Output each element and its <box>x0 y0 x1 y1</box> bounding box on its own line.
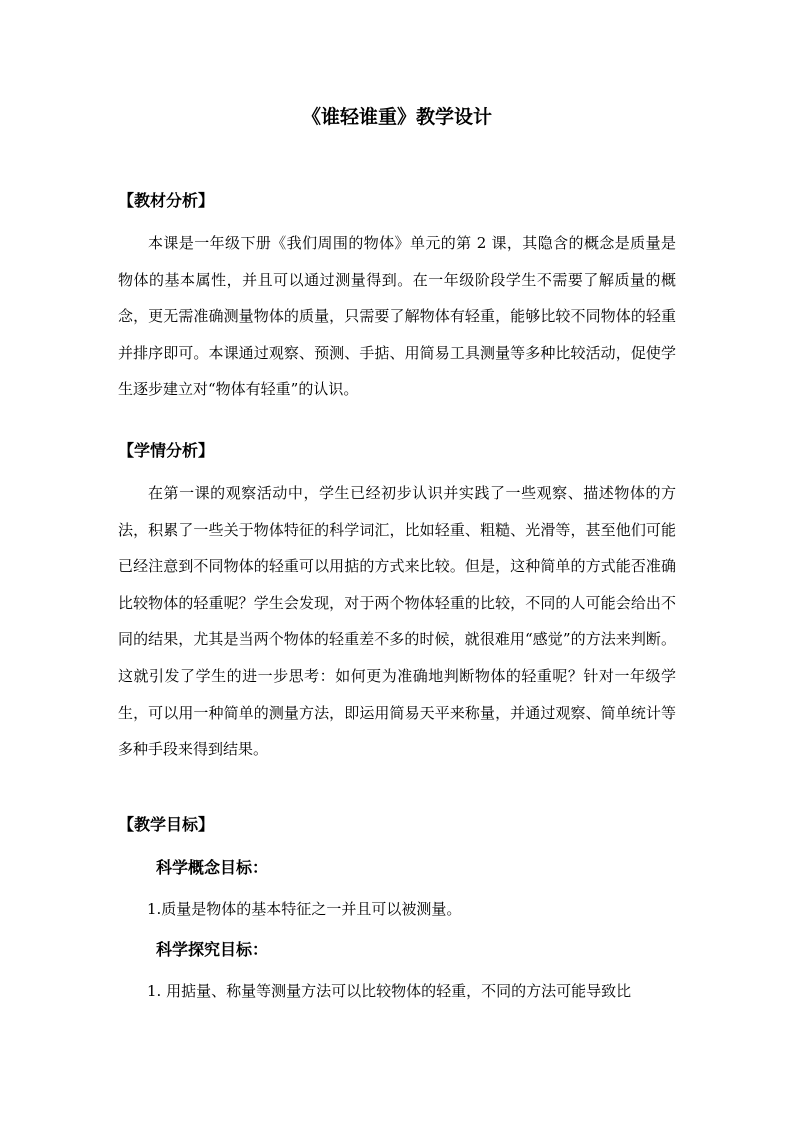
section-heading-teaching-goals: 【教学目标】 <box>118 815 215 834</box>
subheading-science-concept-goals: 科学概念目标： <box>156 858 269 877</box>
document-title: 《谁轻谁重》教学设计 <box>301 106 492 128</box>
subheading-science-inquiry-goals: 科学探究目标： <box>156 940 269 959</box>
science-inquiry-goal-item: 1. 用掂量、称量等测量方法可以比较物体的轻重，不同的方法可能导致比 <box>147 982 632 1000</box>
textbook-analysis-paragraph: 本课是一年级下册《我们周围的物体》单元的第 2 课，其隐含的概念是质量是物体的基本属性，并且可以通过测量得到。在一年级阶段学生不需要了解质量的概念，更无需准确测量物体的质量，只需要了解物体有轻重，能够比较不同物体的轻重并排序即可。本课通过观察、预测、手掂、用简易工具测量等多种比较活动，促使学生逐步建立对“物体有轻重”的认识。 <box>118 234 676 399</box>
student-analysis-paragraph: 在第一课的观察活动中，学生已经初步认识并实践了一些观察、描述物体的方法，积累了一些关于物体特征的科学词汇，比如轻重、粗糙、光滑等，甚至他们可能已经注意到不同物体的轻重可以用掂的方式来比较。但是，这种简单的方式能否准确比较物体的轻重呢？学生会发现，对于两个物体轻重的比较，不同的人可能会给出不同的结果，尤其是当两个物体的轻重差不多的时候，就很难用“感觉”的方法来判断。这就引发了学生的进一步思考：如何更为准确地判断物体的轻重呢？针对一年级学生，可以用一种简单的测量方法，即运用简易天平来称量，并通过观察、简单统计等多种手段来得到结果。 <box>118 484 676 759</box>
section-heading-textbook-analysis: 【教材分析】 <box>118 191 215 210</box>
section-heading-student-analysis: 【学情分析】 <box>118 441 215 460</box>
science-concept-goal-item: 1.质量是物体的基本特征之一并且可以被测量。 <box>147 900 462 918</box>
